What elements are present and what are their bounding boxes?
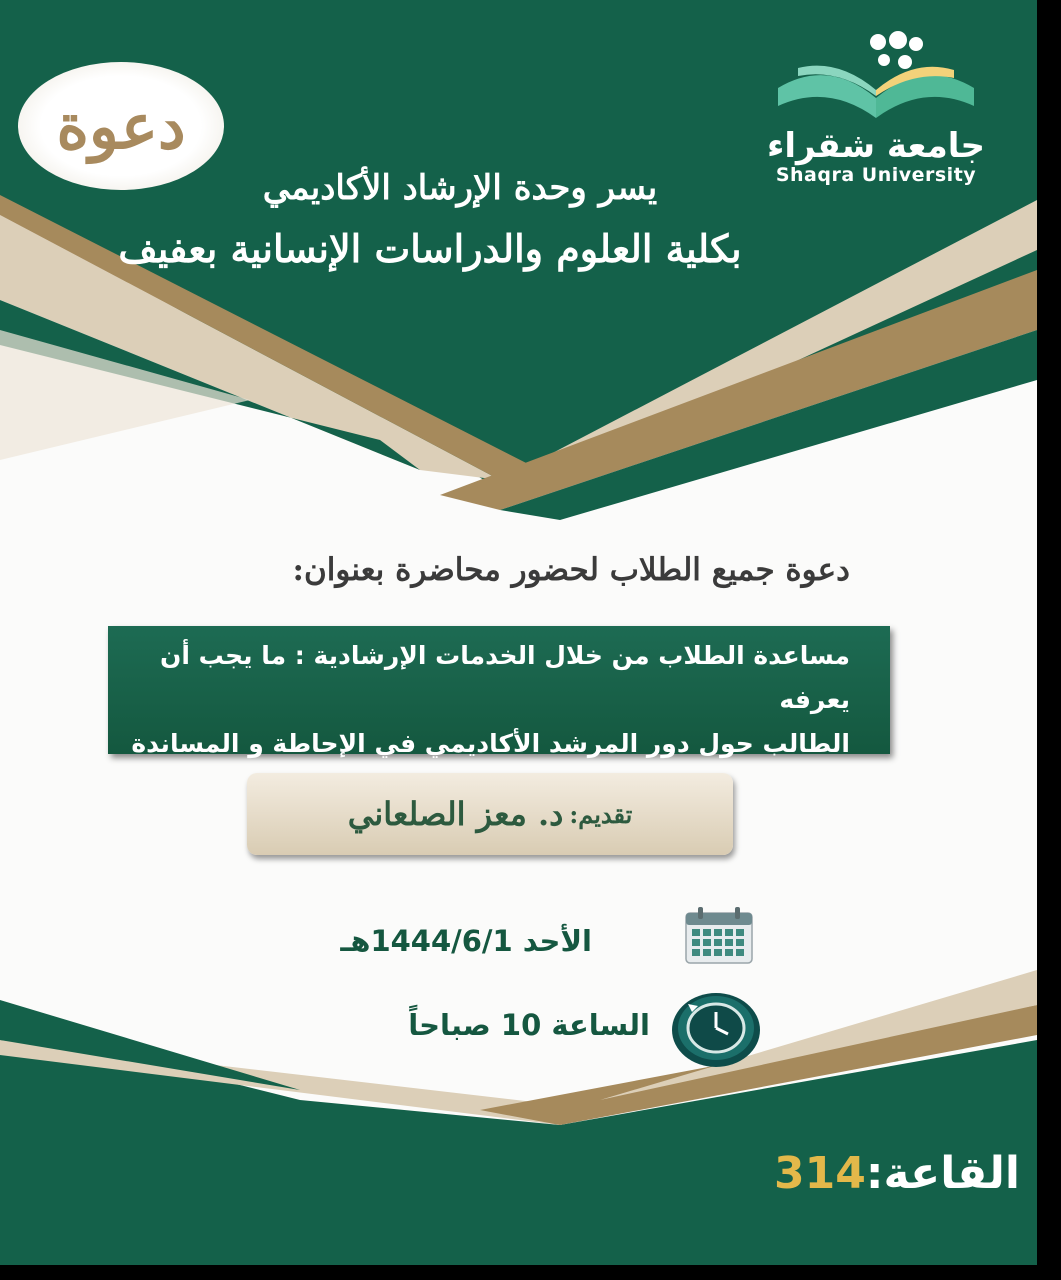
daawa-logo-text: دعوة (56, 89, 186, 163)
university-name-en: Shaqra University (775, 164, 977, 186)
topic-line-2: الطالب حول دور المرشد الأكاديمي في الإحاطة و المساندة (131, 729, 850, 758)
lecture-topic-box (108, 626, 890, 758)
event-time: الساعة 10 صباحاً (408, 1008, 650, 1042)
presenter-name: د. معز الصلعاني (347, 795, 564, 833)
hall-info (774, 1148, 1020, 1199)
topic-line-1: مساعدة الطلاب من خلال الخدمات الإرشادية : ما يجب أن يعرفه (160, 641, 850, 714)
header-line-2: بكلية العلوم والدراسات الإنسانية بعفيف (118, 226, 742, 271)
university-name-ar: جامعة شقراء (766, 126, 986, 166)
clock-icon (670, 988, 762, 1068)
open-book-icon (758, 28, 994, 128)
presenter-box (247, 773, 733, 855)
event-date: الأحد 1444/6/1هـ (340, 924, 592, 958)
calendar-icon (684, 907, 754, 965)
header-line-1: يسر وحدة الإرشاد الأكاديمي (262, 168, 658, 208)
presenter-label: تقديم: (569, 799, 633, 829)
invitation-text: دعوة جميع الطلاب لحضور محاضرة بعنوان: (292, 552, 850, 588)
hall-label: القاعة: (865, 1148, 1020, 1199)
hall-number: 314 (774, 1148, 866, 1199)
